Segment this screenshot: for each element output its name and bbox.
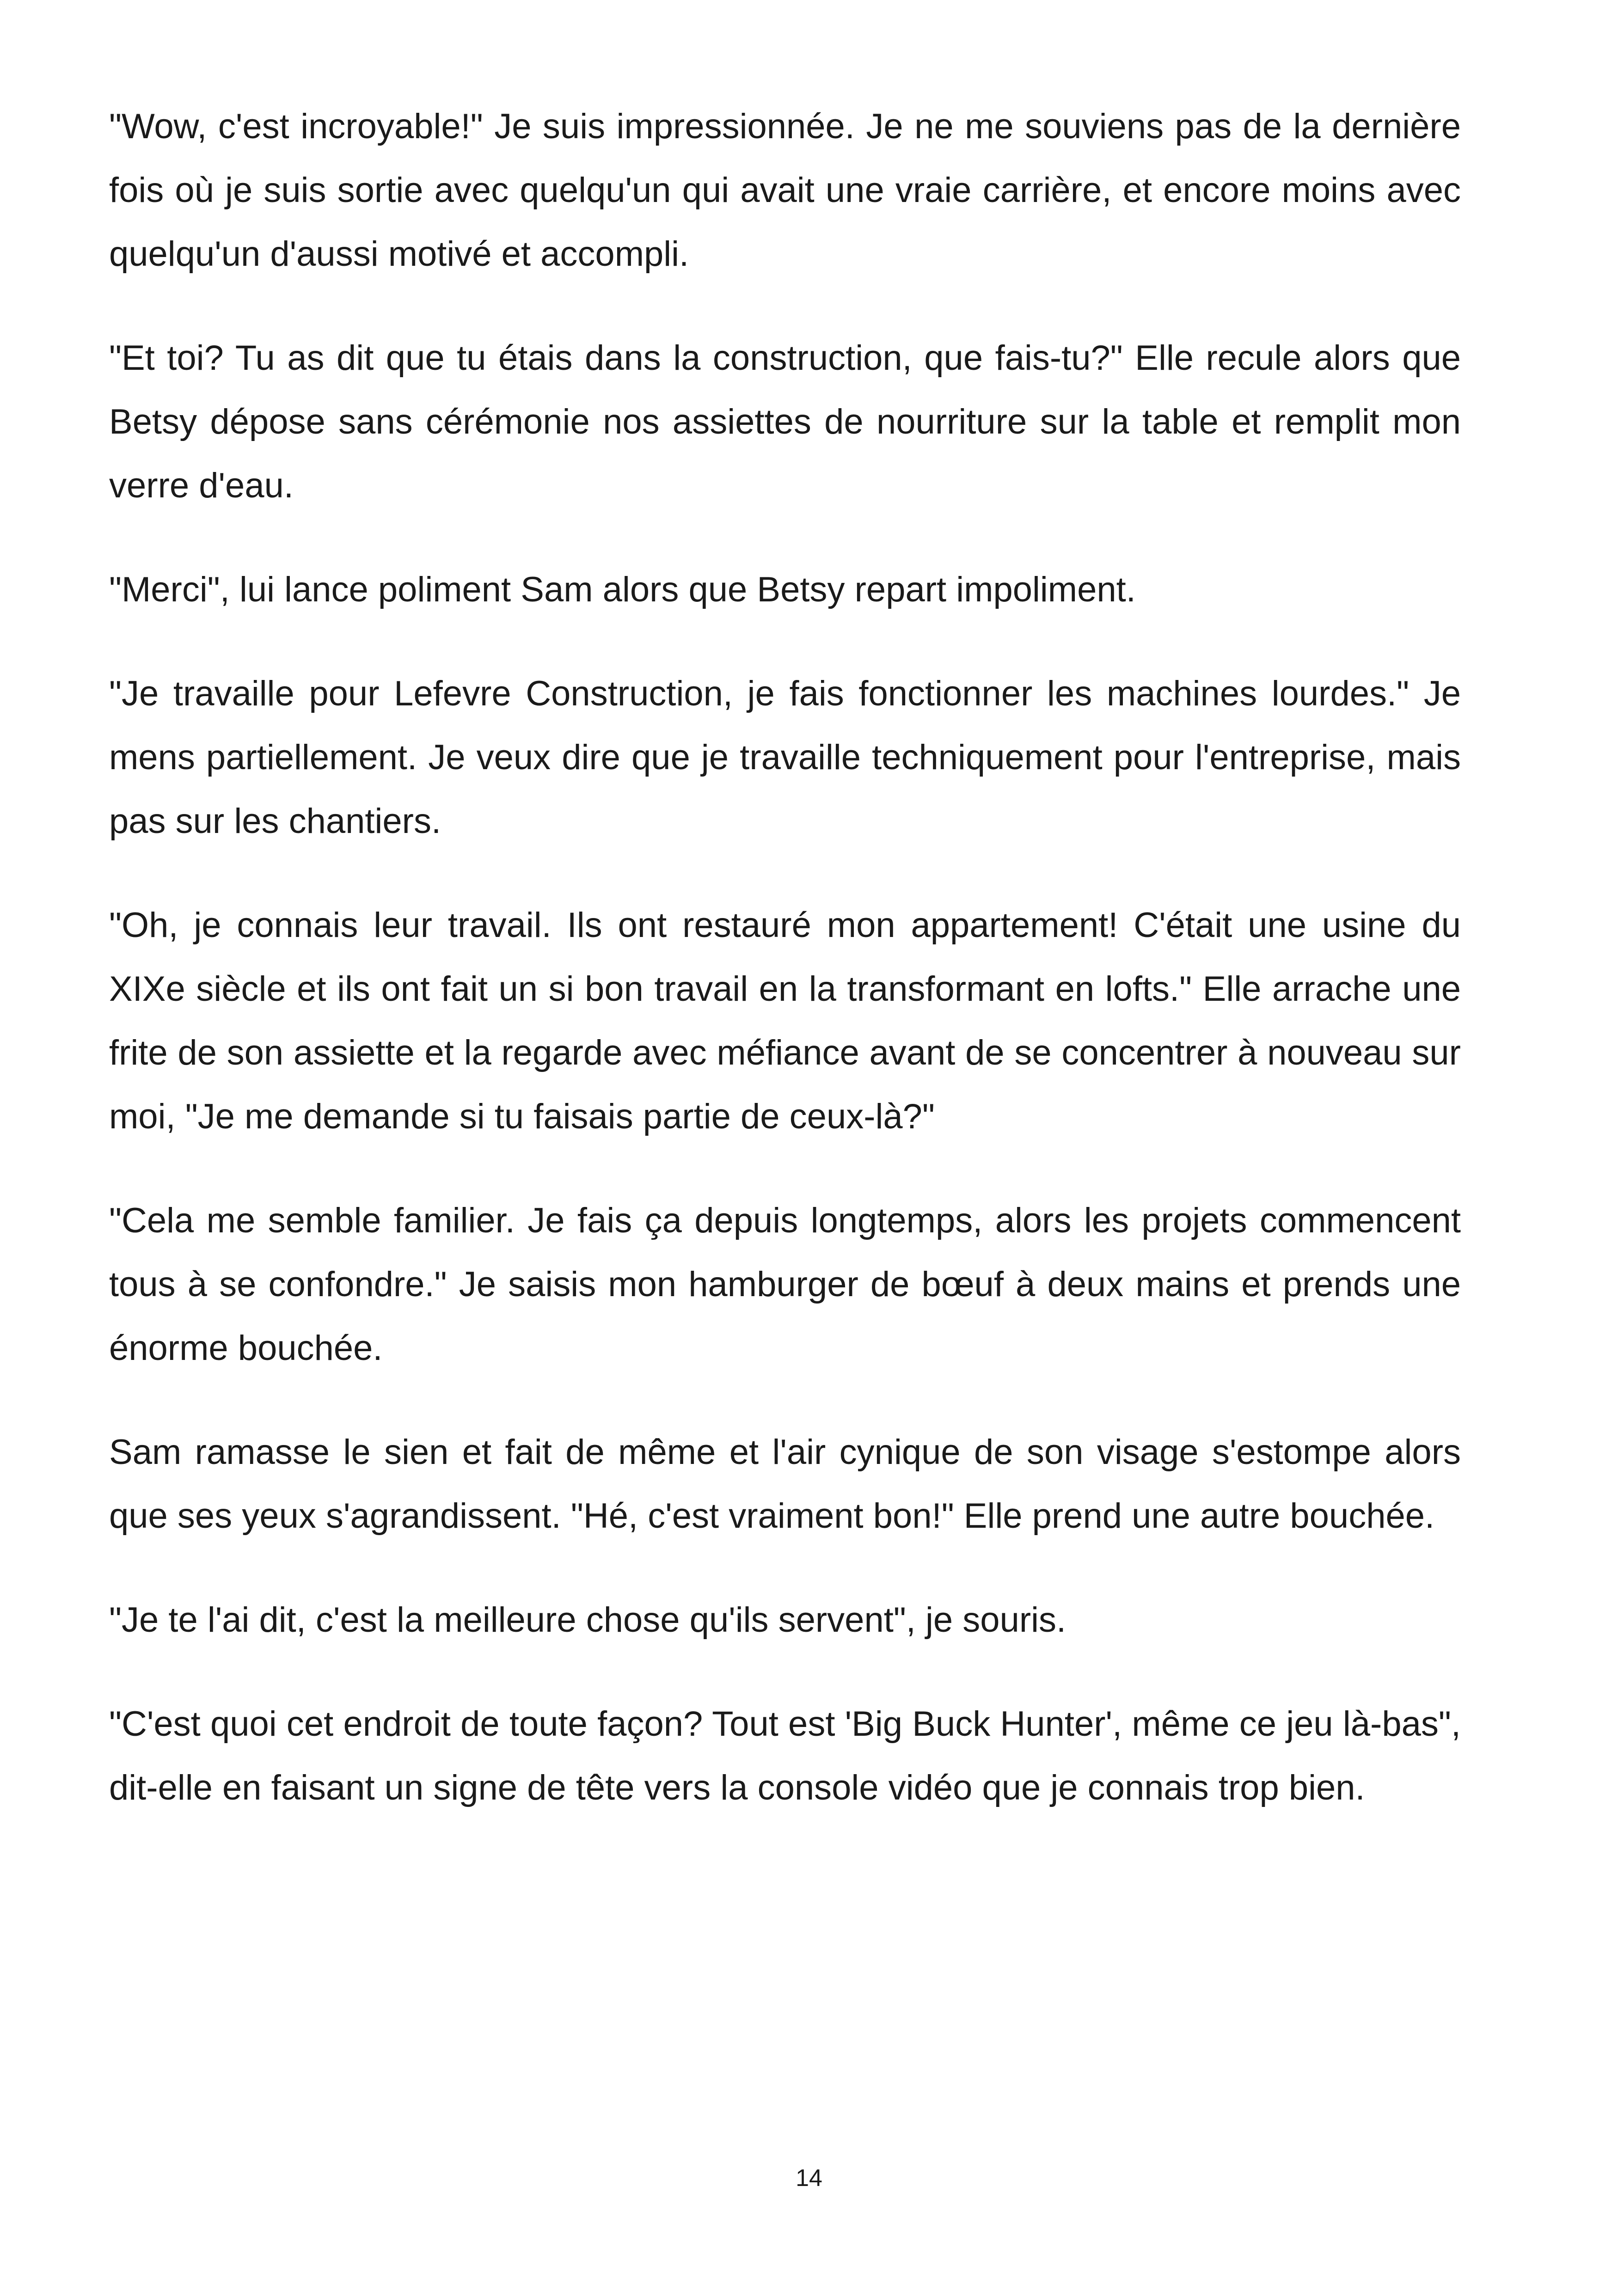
paragraph: Sam ramasse le sien et fait de même et l'air cynique de son visage s'estompe alors que ses yeux s'agrandissent. "Hé, c'est vraiment bon!" Elle prend une autre bouchée. [109, 1433, 1461, 1536]
paragraph: "Wow, c'est incroyable!" Je suis impressionnée. Je ne me souviens pas de la dernière fois où je suis sortie avec quelqu'un qui avait une vraie carrière, et encore moins avec quelqu'un d'aussi motivé et accompli. [109, 107, 1461, 274]
paragraph: "Oh, je connais leur travail. Ils ont restauré mon appartement! C'était une usine du XIXe siècle et ils ont fait un si bon travail en la transformant en lofts." Elle arrache une frite de son assiette et la regarde avec méfiance avant de se concentrer à nouveau sur moi, "Je me demande si tu faisais partie de ceux-là?" [109, 906, 1461, 1136]
paragraph: "C'est quoi cet endroit de toute façon? Tout est 'Big Buck Hunter', même ce jeu là-bas", dit-elle en faisant un signe de tête vers la console vidéo que je connais trop bien. [109, 1704, 1461, 1807]
paragraph: "Et toi? Tu as dit que tu étais dans la construction, que fais-tu?" Elle recule alors que Betsy dépose sans cérémonie nos assiettes de nourriture sur la table et remplit mon verre d'eau. [109, 338, 1461, 505]
paragraph: "Merci", lui lance poliment Sam alors que Betsy repart impoliment. [109, 570, 1136, 609]
paragraph: "Cela me semble familier. Je fais ça depuis longtemps, alors les projets commencent tous à se confondre." Je saisis mon hamburger de bœuf à deux mains et prends une énorme bouchée. [109, 1201, 1461, 1368]
page-number: 14 [796, 2165, 822, 2192]
paragraph: "Je te l'ai dit, c'est la meilleure chose qu'ils servent", je souris. [109, 1600, 1066, 1640]
paragraph: "Je travaille pour Lefevre Construction, je fais fonctionner les machines lourdes." Je mens partiellement. Je veux dire que je travaille techniquement pour l'entreprise, mais pas sur les chantiers. [109, 674, 1461, 841]
body-text [109, 95, 1461, 1860]
